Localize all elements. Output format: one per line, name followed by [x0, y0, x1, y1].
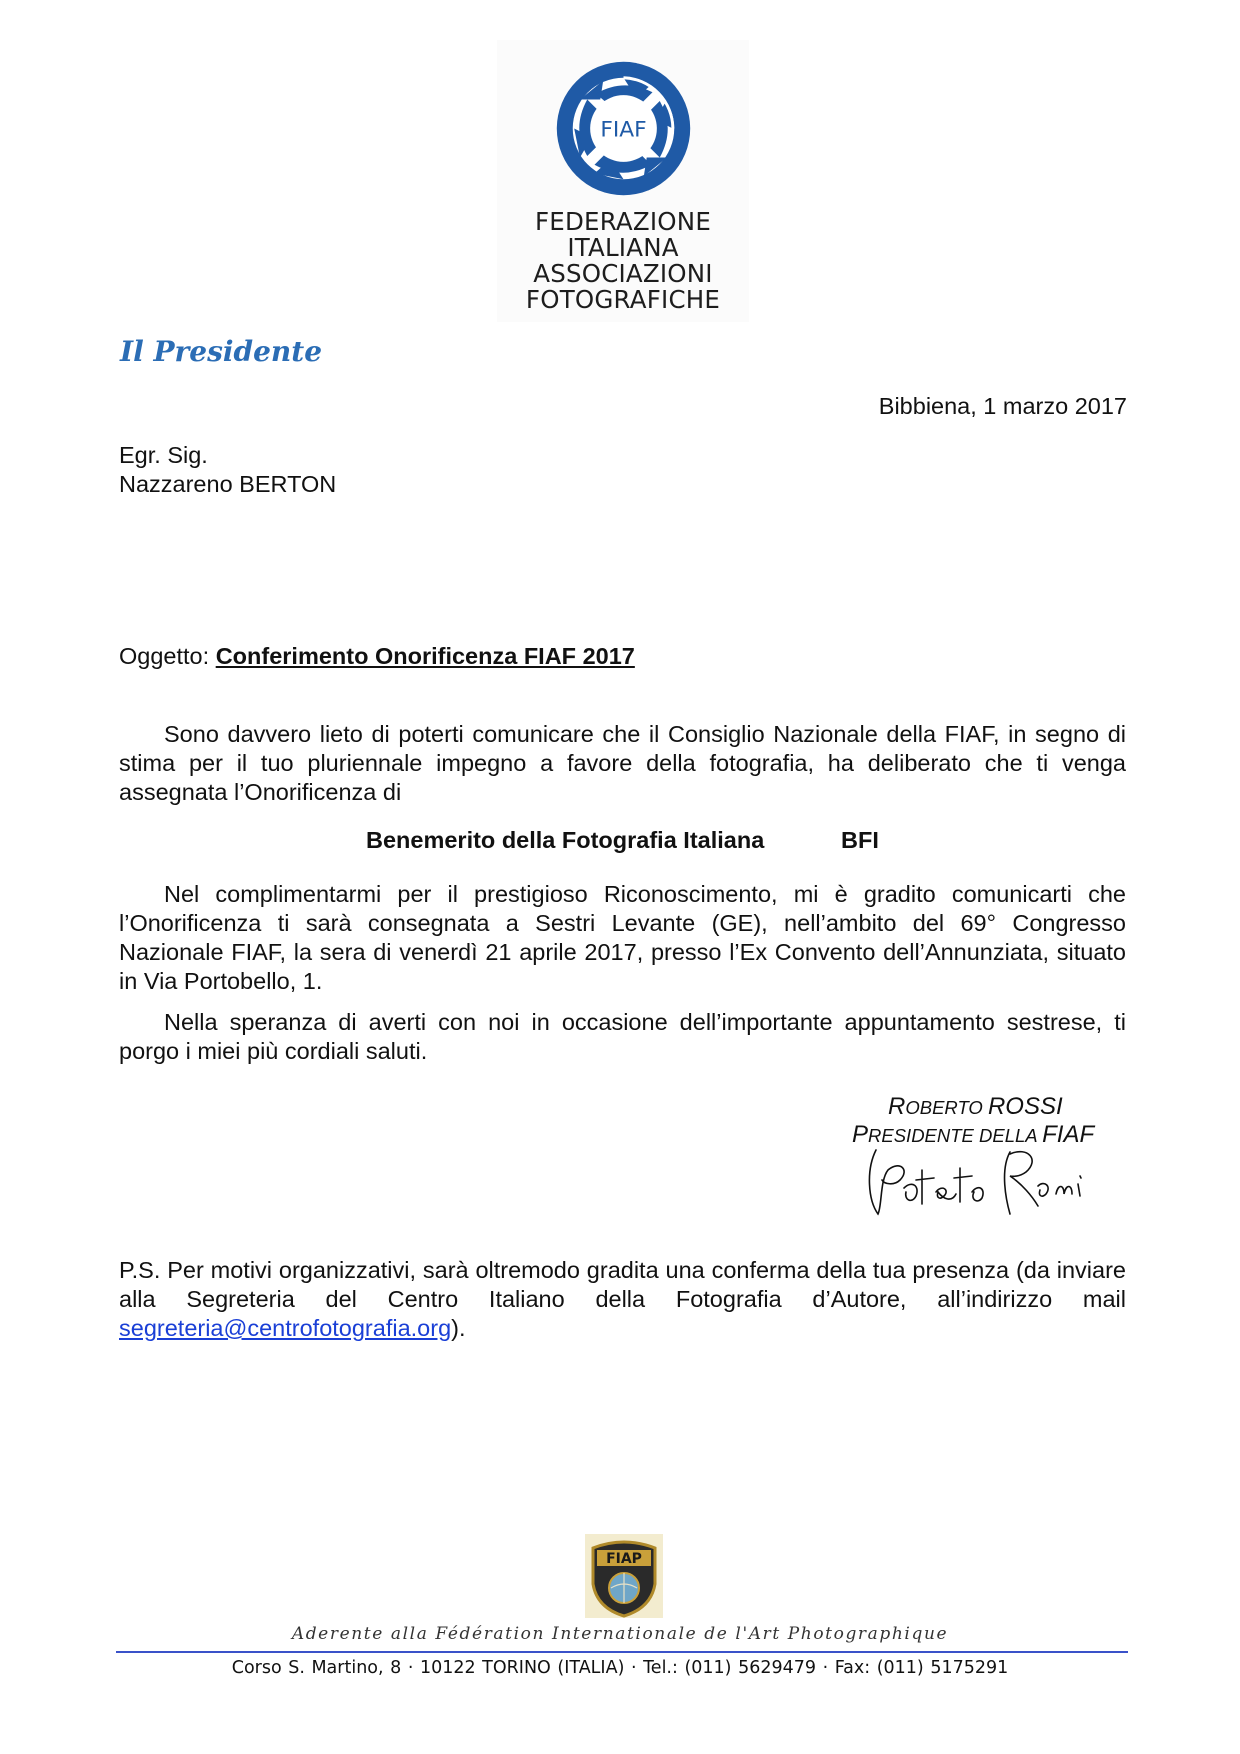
badge-text: FIAP — [606, 1551, 642, 1567]
signer-name: ROBERTO ROSSI — [888, 1093, 1063, 1120]
footer-adherence: Aderente alla Fédération Internationale de l'Art Photographique — [291, 1624, 949, 1644]
signer-role: PRESIDENTE DELLA FIAF — [852, 1121, 1095, 1148]
org-name-line-2: ITALIANA — [567, 233, 679, 262]
award-abbreviation: BFI — [841, 827, 879, 853]
paragraph-3-text: Nella speranza di averti con noi in occasione dell’importante appuntamento sestrese, ti porgo i miei più cordiali saluti. — [119, 1009, 1126, 1064]
logo-text: FIAF — [600, 117, 647, 143]
postscript — [119, 1256, 1126, 1343]
subject-label: Oggetto: — [119, 643, 210, 669]
paragraph-2-text: Nel complimentarmi per il prestigioso Riconoscimento, mi è gradito comunicarti che l’Onorificenza ti sarà consegnata a Sestri Levante (GE), nell’ambito del 69° Congresso Nazionale FIAF, la sera di venerdì 21 aprile 2017, presso l’Ex Convento dell’Annunziata, situato in Via Portobello, 1. — [119, 881, 1126, 994]
org-name-line-1: FEDERAZIONE — [534, 207, 711, 236]
recipient-name: Nazzareno BERTON — [119, 471, 337, 497]
subject-title: Conferimento Onorificenza FIAF 2017 — [215, 643, 635, 669]
fiap-badge-icon — [585, 1534, 663, 1618]
place-date: Bibbiena, 1 marzo 2017 — [878, 393, 1127, 419]
salutation: Egr. Sig. — [119, 442, 208, 468]
postscript-end: ). — [451, 1315, 466, 1341]
org-name-line-4: FOTOGRAFICHE — [525, 285, 721, 314]
paragraph-3 — [119, 1008, 1126, 1066]
footer-address: Corso S. Martino, 8 · 10122 TORINO (ITALIA) · Tel.: (011) 5629479 · Fax: (011) 5175291 — [231, 1658, 1009, 1678]
president-heading: Il Presidente — [120, 335, 323, 368]
paragraph-1 — [119, 720, 1126, 807]
postscript-text: P.S. Per motivi organizzativi, sarà oltremodo gradita una conferma della tua presenza (da inviare alla Segreteria del Centro Italiano della Fotografia d’Autore, all’indirizzo mail — [119, 1257, 1126, 1312]
org-name-line-3: ASSOCIAZIONI — [533, 259, 713, 288]
paragraph-1-text: Sono davvero lieto di poterti comunicare che il Consiglio Nazionale della FIAF, in segno di stima per il tuo pluriennale impegno a favore della fotografia, ha deliberato che ti venga assegnata l’Onorificenza di — [119, 721, 1126, 805]
paragraph-2 — [119, 880, 1126, 996]
secretariat-email-link[interactable]: segreteria@centrofotografia.org — [119, 1315, 452, 1341]
handwritten-signature — [860, 1140, 1110, 1220]
footer-divider — [116, 1651, 1128, 1653]
aperture-logo-icon — [551, 56, 696, 201]
award-name: Benemerito della Fotografia Italiana — [366, 827, 765, 853]
subject-line — [119, 642, 635, 671]
